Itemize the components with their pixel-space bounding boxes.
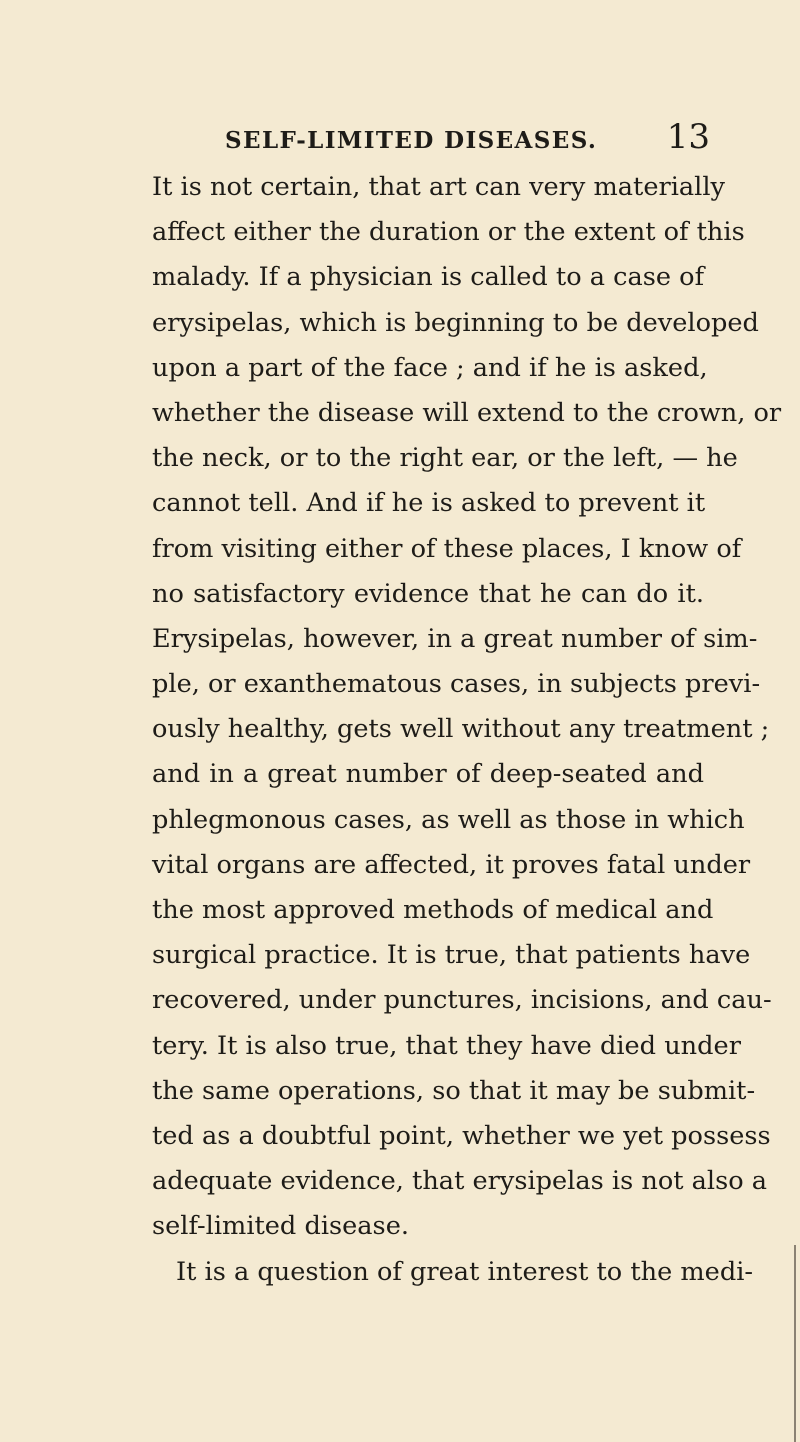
text-line: ple, or exanthematous cases, in subjects previ-	[152, 669, 761, 700]
text-line: the neck, or to the right ear, or the left, — he	[152, 443, 738, 474]
text-line: cannot tell. And if he is asked to prevent it	[152, 488, 706, 519]
text-line: vital organs are affected, it proves fatal under	[152, 849, 751, 880]
paragraph-end-line: self-limited disease.	[152, 1211, 409, 1242]
text-line: upon a part of the face ; and if he is asked,	[152, 352, 708, 383]
text-line: from visiting either of these places, I know of	[152, 533, 742, 564]
text-line: no satisfactory evidence that he can do it.	[152, 578, 704, 609]
text-line: recovered, under punctures, incisions, and cau-	[152, 985, 772, 1016]
text-line: surgical practice. It is true, that patients have	[152, 940, 751, 971]
text-line: whether the disease will extend to the crown, or	[152, 397, 782, 428]
text-line: erysipelas, which is beginning to be developed	[152, 307, 759, 338]
running-title: SELF-LIMITED DISEASES.	[225, 127, 598, 154]
text-line: It is not certain, that art can very materially	[152, 172, 725, 202]
body-text	[152, 165, 782, 1295]
text-line: ously healthy, gets well without any treatment ;	[152, 714, 770, 745]
running-head	[0, 117, 800, 160]
text-line: and in a great number of deep-seated and	[152, 759, 704, 790]
text-line: malady. If a physician is called to a case of	[152, 262, 705, 293]
text-line: adequate evidence, that erysipelas is not also a	[152, 1166, 768, 1197]
paragraph-start-line: It is a question of great interest to the medi-	[176, 1256, 754, 1287]
text-line: the same operations, so that it may be submit-	[152, 1075, 756, 1106]
text-line: Erysipelas, however, in a great number of sim-	[152, 623, 758, 654]
text-line: affect either the duration or the extent of this	[152, 217, 745, 248]
text-line: the most approved methods of medical and	[152, 895, 714, 925]
text-line: ted as a doubtful point, whether we yet possess	[152, 1120, 771, 1151]
scan-edge-mark	[794, 1245, 796, 1442]
text-line: tery. It is also true, that they have died under	[152, 1030, 741, 1061]
text-line: phlegmonous cases, as well as those in which	[152, 804, 745, 835]
page-number: 13	[666, 117, 710, 157]
